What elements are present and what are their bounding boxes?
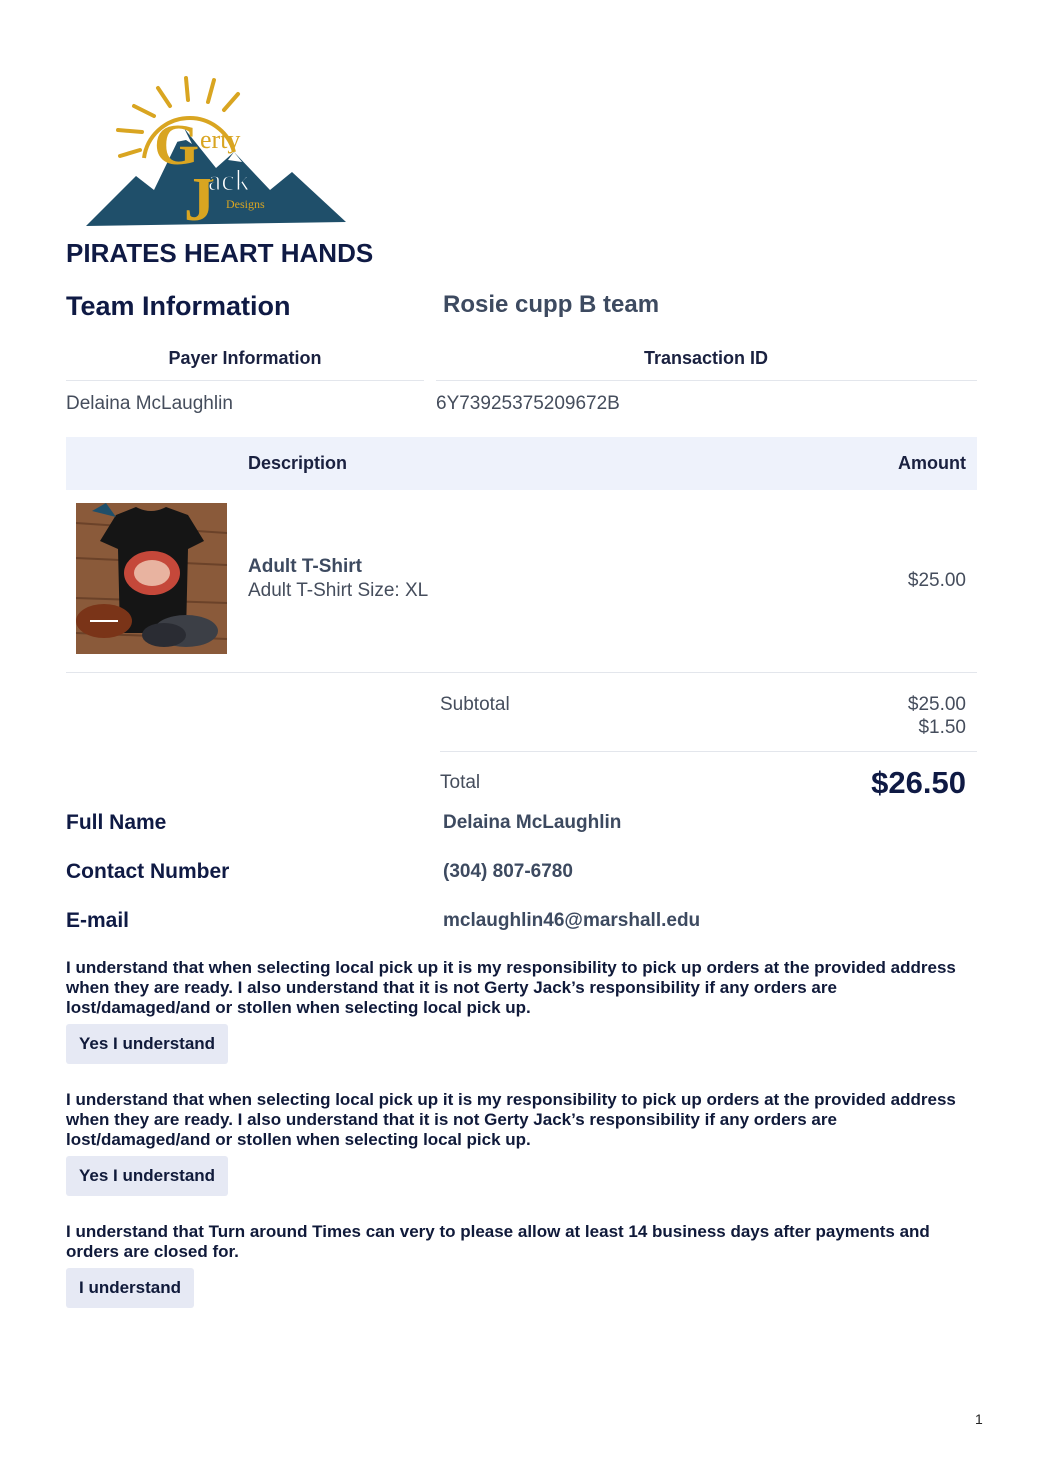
transaction-header-divider	[436, 380, 977, 381]
fee-value: $1.50	[918, 717, 966, 738]
page-number: 1	[975, 1411, 983, 1427]
payer-header-divider	[66, 380, 424, 381]
totals-divider	[440, 751, 977, 752]
subtotal-value: $25.00	[907, 694, 966, 715]
yes-understand-button-2[interactable]: Yes I understand	[66, 1156, 228, 1196]
payer-name: Delaina McLaughlin	[66, 393, 233, 414]
logo-graphic	[66, 72, 350, 232]
team-info-heading: Team Information	[66, 291, 291, 321]
contact-number-value: (304) 807-6780	[443, 861, 573, 882]
event-title: PIRATES HEART HANDS	[66, 238, 374, 268]
svg-text:erty: erty	[200, 125, 241, 154]
turnaround-acknowledgement-text: I understand that Turn around Times can very to please allow at least 14 business days after payments and orders are closed for.	[66, 1222, 930, 1261]
payer-info-header: Payer Information	[168, 348, 322, 368]
item-detail: Adult T-Shirt Size: XL	[248, 580, 429, 601]
email-label: E-mail	[66, 909, 130, 932]
subtotal-label: Subtotal	[440, 694, 510, 715]
svg-text:Designs: Designs	[226, 197, 265, 211]
svg-text:G: G	[154, 112, 200, 177]
pickup-acknowledgement-text-2: I understand that when selecting local pick up it is my responsibility to pick up orders at the provided address when they are ready. I also understand that it is not Gerty Jack’s responsibility if any orders are lost/damaged/and or stollen when selecting local pick up.	[66, 1090, 956, 1149]
gerty-jack-logo	[66, 72, 350, 232]
i-understand-button[interactable]: I understand	[66, 1268, 194, 1308]
adult-tshirt-product-image	[76, 503, 227, 654]
transaction-id: 6Y73925375209672B	[436, 393, 620, 414]
transaction-id-header: Transaction ID	[643, 348, 769, 368]
svg-text:J: J	[184, 166, 215, 232]
full-name-label: Full Name	[66, 811, 167, 834]
email-value: mclaughlin46@marshall.edu	[443, 910, 701, 931]
team-name: Rosie cupp B team	[443, 291, 660, 318]
items-table-header	[66, 437, 977, 490]
yes-understand-button[interactable]: Yes I understand	[66, 1024, 228, 1064]
svg-text:ack: ack	[208, 164, 250, 197]
amount-header: Amount	[898, 453, 966, 473]
total-label: Total	[440, 772, 481, 793]
full-name-value: Delaina McLaughlin	[443, 812, 622, 833]
item-amount: $25.00	[907, 570, 966, 591]
pickup-acknowledgement-text: I understand that when selecting local pick up it is my responsibility to pick up orders at the provided address when they are ready. I also understand that it is not Gerty Jack’s responsibility if any orders are lost/damaged/and or stollen when selecting local pick up.	[66, 958, 956, 1017]
description-header: Description	[248, 453, 348, 473]
total-value: $26.50	[871, 765, 966, 800]
items-divider	[66, 672, 977, 673]
item-name: Adult T-Shirt	[248, 556, 362, 577]
contact-number-label: Contact Number	[66, 860, 230, 883]
